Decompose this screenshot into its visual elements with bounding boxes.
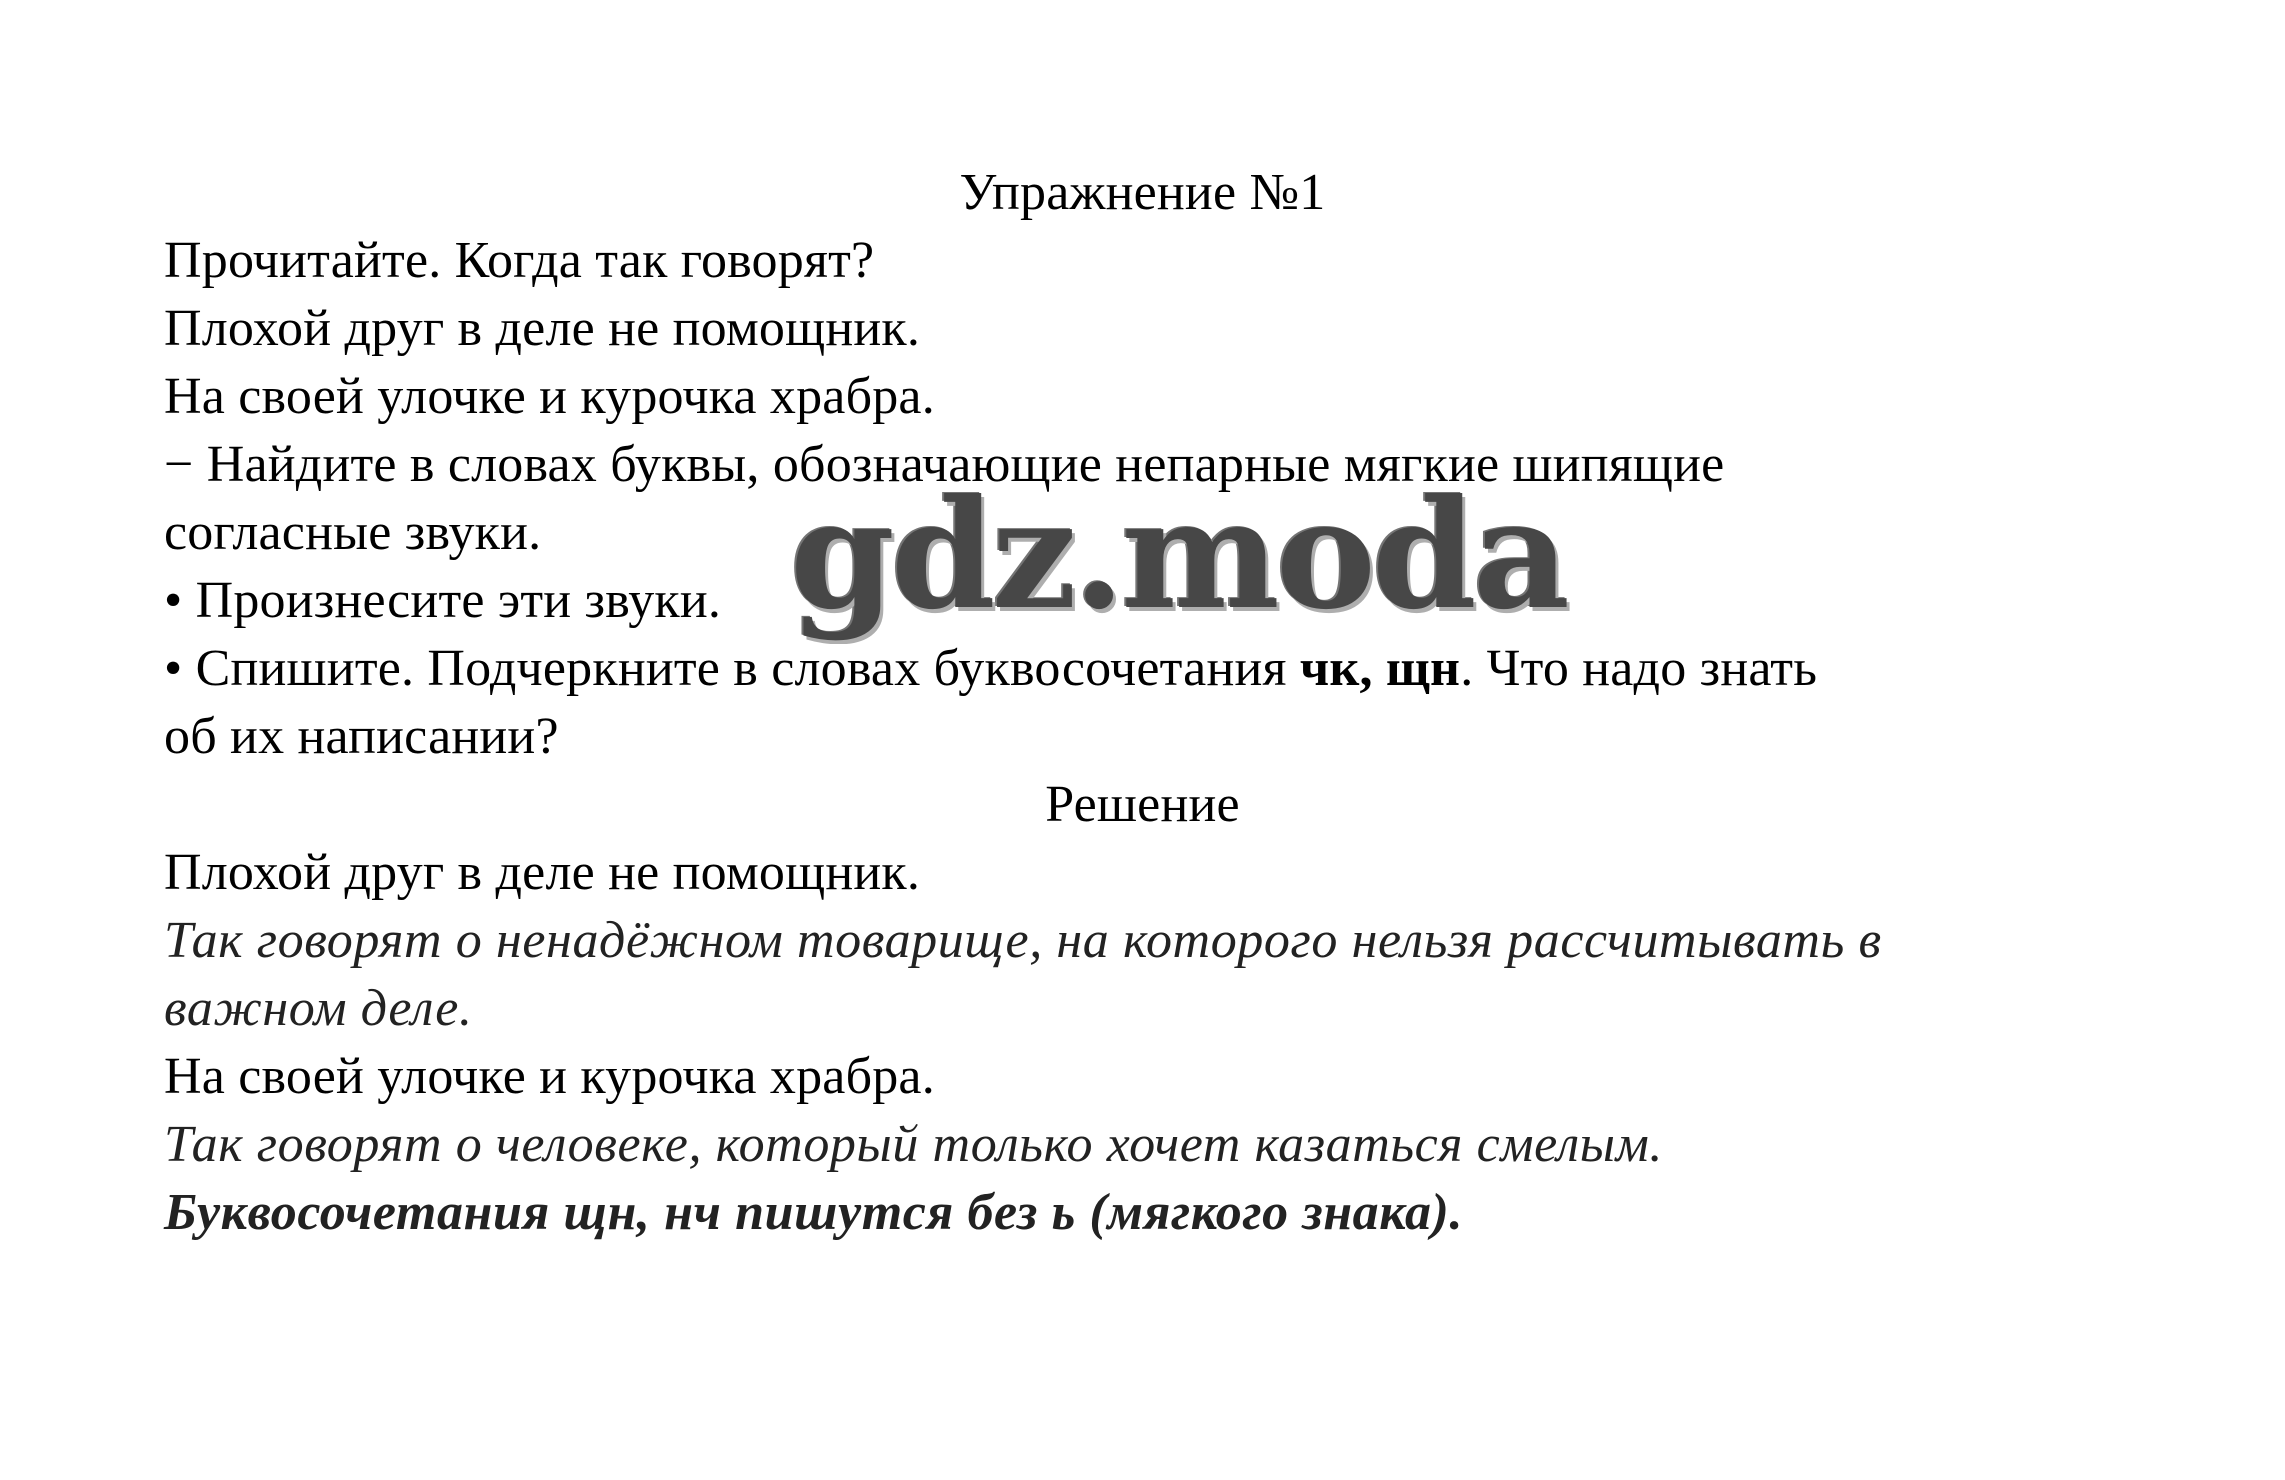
solution-explanation-2: Так говорят о человеке, который только хочет казаться смелым. xyxy=(164,1116,1663,1173)
task-3-text-after: . Что надо знать xyxy=(1460,640,1818,697)
exercise-title: Упражнение №1 xyxy=(959,164,1326,221)
task-3-letter-combinations: чк, щн xyxy=(1299,640,1461,697)
task-1-line-1: − Найдите в словах буквы, обозначающие непарные мягкие шипящие xyxy=(164,436,1725,493)
task-2: • Произнесите эти звуки. xyxy=(164,572,722,629)
exercise-proverb-1: Плохой друг в деле не помощник. xyxy=(164,300,921,357)
solution-heading: Решение xyxy=(1045,776,1240,833)
task-3-line-2: об их написании? xyxy=(164,708,559,765)
solution-proverb-1: Плохой друг в деле не помощник. xyxy=(164,844,921,901)
exercise-prompt: Прочитайте. Когда так говорят? xyxy=(164,232,875,289)
task-3-line-1 xyxy=(164,636,1817,702)
task-3-text-before: • Спишите. Подчеркните в словах буквосочетания xyxy=(164,640,1300,697)
exercise-proverb-2: На своей улочке и курочка храбра. xyxy=(164,368,935,425)
task-1-line-2: согласные звуки. xyxy=(164,504,542,561)
watermark-logo: gdz.moda xyxy=(790,467,1567,643)
solution-explanation-1-line-2: важном деле. xyxy=(164,980,473,1037)
solution-rule: Буквосочетания щн, нч пишутся без ь (мягкого знака). xyxy=(164,1184,1464,1241)
solution-proverb-2: На своей улочке и курочка храбра. xyxy=(164,1048,935,1105)
solution-explanation-1-line-1: Так говорят о ненадёжном товарище, на которого нельзя рассчитывать в xyxy=(164,912,1882,969)
